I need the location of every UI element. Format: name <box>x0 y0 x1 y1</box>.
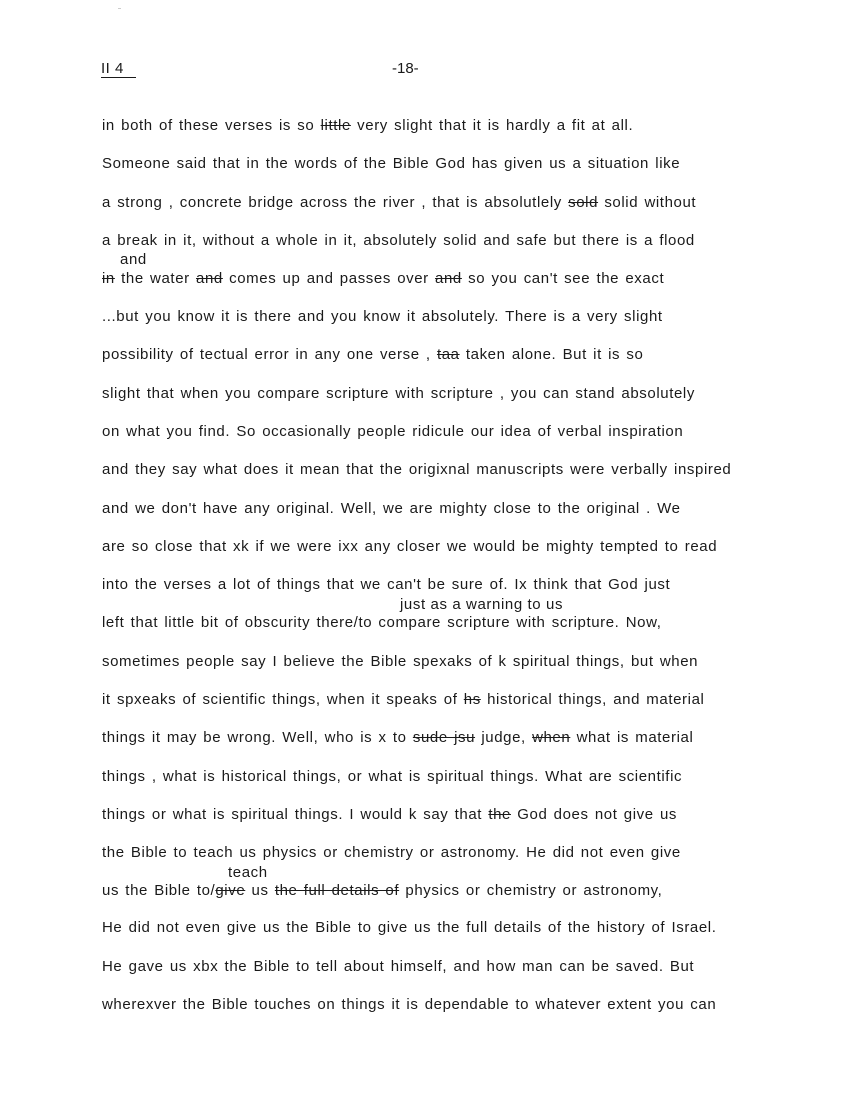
text-line <box>102 500 681 518</box>
text-run: us the Bible to/ <box>102 882 216 899</box>
text-run: He gave us xbx the Bible to tell about himself, and how man can be saved. But <box>102 958 695 975</box>
text-run: historical things, and material <box>480 691 705 708</box>
text-run: God does not give us <box>510 806 678 823</box>
text-run: and we don't have any original. Well, we are mighty close to the original . We <box>102 500 681 517</box>
text-run: very slight that it is hardly a fit at all. <box>350 117 634 134</box>
text-line <box>102 919 717 937</box>
text-run: a strong , concrete bridge across the river , that is absolutlely <box>102 194 569 211</box>
struck-text: and <box>196 270 223 287</box>
text-line <box>102 768 682 786</box>
struck-text: when <box>532 729 571 746</box>
text-line <box>102 232 695 250</box>
text-run: things , what is historical things, or what is spiritual things. What are scientific <box>102 768 683 785</box>
text-run: wherexver the Bible touches on things it is dependable to whatever extent you can <box>102 996 717 1013</box>
text-run: into the verses a lot of things that we can't be sure of. Ix think that God just <box>102 576 671 593</box>
text-line <box>102 308 663 326</box>
text-line <box>102 958 694 976</box>
text-run: so you can't see the exact <box>461 270 665 287</box>
text-run: what is material <box>570 729 694 746</box>
text-run: ...but you know it is there and you know it absolutely. There is a very slight <box>102 308 663 325</box>
text-run: in both of these verses is so <box>102 117 321 134</box>
text-run: left that little bit of obscurity there/to compare scripture with scripture. Now, <box>102 614 662 631</box>
paper-speck <box>118 8 121 9</box>
text-line <box>102 844 681 862</box>
text-run: Someone said that in the words of the Bible God has given us a situation like <box>102 155 681 172</box>
text-run: the Bible to teach us physics or chemistry or astronomy. He did not even give <box>102 844 681 861</box>
struck-text: the <box>488 806 511 823</box>
text-run: a break in it, without a whole in it, absolutely solid and safe but there is a flood <box>102 232 695 249</box>
text-line <box>102 385 695 403</box>
text-line <box>102 614 661 632</box>
text-run: us <box>245 882 275 899</box>
text-run: it spxeaks of scientific things, when it speaks of <box>102 691 464 708</box>
text-run: sometimes people say I believe the Bible spexaks of k spiritual things, but when <box>102 653 699 670</box>
struck-text: the full details of <box>274 882 400 899</box>
text-line <box>102 996 716 1014</box>
text-run: judge, <box>475 729 533 746</box>
inserted-word: teach <box>228 864 268 881</box>
text-run: on what you find. So occasionally people ridicule our idea of verbal inspiration <box>102 423 684 440</box>
text-run: things or what is spiritual things. I would k say that <box>102 806 489 823</box>
text-line <box>102 538 717 556</box>
text-line <box>102 270 664 288</box>
text-run: slight that when you compare scripture with scripture , you can stand absolutely <box>102 385 695 402</box>
text-run: comes up and passes over <box>222 270 436 287</box>
text-run: and they say what does it mean that the origixnal manuscripts were verbally inspired <box>102 461 732 478</box>
text-run: things it may be wrong. Well, who is x to <box>102 729 413 746</box>
text-line <box>102 576 670 594</box>
text-run: taken alone. But it is so <box>459 346 644 363</box>
text-line <box>102 461 731 479</box>
section-code: II 4 <box>101 60 136 78</box>
struck-text: little <box>320 117 351 134</box>
text-line <box>102 346 643 364</box>
text-line <box>102 423 683 441</box>
text-run: are so close that xk if we were ixx any closer we would be mighty tempted to read <box>102 538 718 555</box>
struck-text: sold <box>568 194 599 211</box>
text-run: solid without <box>598 194 697 211</box>
text-line <box>102 691 704 709</box>
text-run: physics or chemistry or astronomy, <box>399 882 663 899</box>
text-line <box>102 882 662 900</box>
text-line <box>102 653 698 671</box>
text-run: possibility of tectual error in any one verse , <box>102 346 437 363</box>
page-number: -18- <box>392 60 419 77</box>
struck-text: in <box>102 270 115 287</box>
text-line <box>102 155 680 173</box>
struck-text: sude jsu <box>412 729 476 746</box>
text-line <box>102 729 693 747</box>
text-line <box>102 806 677 824</box>
text-run: the water <box>114 270 197 287</box>
struck-text: hs <box>463 691 481 708</box>
text-line <box>102 194 696 212</box>
page-header <box>0 60 851 84</box>
text-run: He did not even give us the Bible to give us the full details of the history of Israel. <box>102 919 717 936</box>
struck-text: taa <box>436 346 460 363</box>
struck-text: give <box>215 882 246 899</box>
inserted-word: just as a warning to us <box>400 596 564 613</box>
inserted-word: and <box>120 251 147 268</box>
struck-text: and <box>435 270 462 287</box>
text-line <box>102 117 633 135</box>
